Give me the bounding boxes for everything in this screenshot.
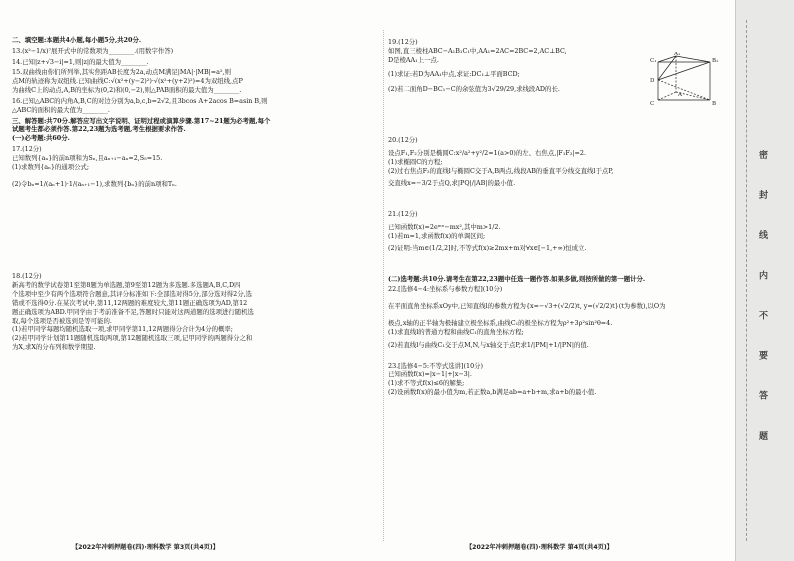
question-13: 13.(x²−1/x)⁷展开式中的常数项为________.(用数字作答) [12,46,174,55]
question-15-line: 为曲线C上的动点,A,B的坐标为(0,2)和(0,−2),则△PAB面积的最大值为________. [12,86,242,95]
question-23 [388,362,726,397]
answer-space [388,188,726,208]
question-21 [388,210,726,252]
question-23-line: 已知函数f(x)=|x−1|+|x−3|. [388,370,472,379]
section3-line: 三、解答题:共70分.解答应写出文字说明、证明过程或演算步骤.第17~21题为必考题,每个 [12,116,271,125]
prism-figure [650,52,720,114]
question-20 [388,136,726,188]
question-16 [12,97,378,115]
question-18-line: 题正确选项为ABD.甲同学由于考前准备不足,答题时只能对这两道题的选项进行随机选 [12,307,254,316]
answer-space [388,253,726,273]
label-d: D [650,78,655,84]
left-page [12,36,378,352]
question-18-line: 为X,求X的分布列和数学期望. [12,343,96,352]
section2-title: 二、填空题:本题共4小题,每小题5分,共20分. [12,36,142,44]
label-a: A [678,92,682,98]
question-17-line: 已知数列{aₙ}的前n项和为Sₙ,且aₙ₊₁−aₙ=2,S₅=15. [12,153,163,162]
question-21-line: (1)若m=1,求函数f(x)的单调区间; [388,231,486,240]
label-b1: B₁ [712,58,719,64]
question-19-line: 如图,直三棱柱ABC−A₁B₁C₁中,AA₁=2AC=2BC=2,AC⊥BC, [388,46,567,55]
label-c: C [650,101,655,107]
answer-space [12,250,378,270]
edge-top-right [676,56,710,62]
label-a1: A₁ [674,52,681,57]
required-section-title: (一)必考题:共60分. [12,134,70,143]
question-22-line: (2)若直线l与曲线C₁交于点M,N,与x轴交于点P,求1/|PM|+1/|PN|的值. [388,340,589,349]
question-21-line: (2)证明:当m∈(1/2,2]时,不等式f(x)≥2mx+m对∀x∈[−1,+∞)恒成立. [388,243,587,252]
question-22-head: 22.[选修4−4:坐标系与参数方程](10分) [388,285,503,294]
answer-space [388,350,726,360]
question-22-line: (1)求直线l的普通方程和曲线C₁的直角坐标方程; [388,327,524,336]
question-15 [12,68,378,94]
question-23-head: 23.[选修4−5:不等式选讲](10分) [388,361,484,370]
seal-strip [735,0,794,561]
question-20-line: 设点F₁,F₂分别是椭圆C:x²/a²+y²/2=1(a>0)的左、右焦点,|F₁F₂|=2. [388,148,586,157]
question-17-line: (1)求数列{aₙ}的通项公式; [12,162,90,171]
question-22-line: 在平面直角坐标系xOy中,已知直线l的参数方程为{x=−√3+(√2/2)t, y=(√2/2)t}(t为参数),以O为 [388,302,666,311]
question-17-head: 17.(12分) [12,145,42,154]
label-b: B [712,101,717,107]
question-18 [12,272,378,351]
question-15-line: 点M的轨迹称为双纽线.已知曲线C:√(x²+(y−2)²)·√(x²+(y+2)²)=4为双纽线,点P [12,77,243,86]
question-23-line: (1)求不等式f(x)≤6的解集; [388,379,465,388]
question-17 [12,145,378,188]
optional-section-title: (二)选考题:共10分.请考生在第22,23题中任选一题作答.如果多做,则按所做的第一题计分. [388,274,646,283]
footer-right: 【2022年冲刺押题卷(四)·理科数学 第4页(共4页)】 [466,544,613,551]
segment-db [658,80,710,100]
question-18-line: 个选项中至少有两个选项符合题意,其评分标准如下:全部选对得5分,部分选对得2分,选 [12,290,253,299]
seal-line [746,20,747,541]
question-18-line: (1)若甲同学每题均随机选取一项,求甲同学第11,12两题得分合计为4分的概率; [12,325,233,334]
question-19-line: (1)求证:若D为AA₁中点,求证:DC₁⊥平面BCD; [388,70,520,79]
segment-db1 [658,62,710,80]
question-16-line: △ABC的面积的最大值为________. [12,105,110,114]
question-18-line: 取,每个选项是否被选到是等可能的. [12,316,112,325]
question-19-line: D是棱AA₁上一点. [388,55,439,64]
segment-dc1 [658,56,676,80]
footer-left: 【2022年冲刺押题卷(四)·理科数学 第3页(共4页)】 [72,544,219,551]
question-22-line: 极点,x轴的正半轴为极轴建立极坐标系,曲线C₁的极坐标方程为ρ²+3ρ²sin²θ=4. [388,319,613,328]
question-23-line: (2)设函数f(x)的最小值为m,若正数a,b满足ab=a+b+m,求a+b的最小值. [388,388,597,397]
question-18-line: 错或不选得0分.在某次考试中,第11,12两题的难度较大,第11题正确选项为AD,第12 [12,298,248,307]
edge-bottom-left [658,92,676,100]
question-22 [388,285,726,349]
question-19-head: 19.(12分) [388,38,418,46]
question-16-line: 16.已知△ABC的内角A,B,C的对边分别为a,b,c,b=2√2,且3bcos A+2acos B=asin B,则 [12,96,268,105]
question-20-line: (2)过右焦点F₂的直线l与椭圆C交于A,B两点,线段AB的垂直平分线交直线l于点P, [388,166,614,175]
question-18-line: 新高考的数学试卷第1至第8题为单选题,第9至第12题为多选题.多选题A,B,C,D四 [12,281,241,290]
page-divider [383,30,384,541]
question-21-head: 21.(12分) [388,210,418,219]
question-19-line: (2)若二面角D−BC₁−C的余弦值为3√29/29,求线段AD的长. [388,85,560,94]
question-20-head: 20.(12分) [388,136,418,145]
section3-line: 试题考生都必须作答.第22,23题为选考题,考生根据要求作答. [12,125,186,134]
question-21-line: 已知函数f(x)=2eᵐˣ−mx²,其中m>1/2. [388,223,501,232]
question-17-line: (2)令bₙ=1/(aₙ+1)·1/(aₙ₊₁−1),求数列{bₙ}的前n项和Tₙ. [12,179,177,188]
answer-space [12,188,378,250]
question-20-line: 交直线x=−3/2于点Q,求|PQ|/|AB|的最小值. [388,179,516,188]
question-20-line: (1)求椭圆C的方程; [388,157,443,166]
question-14: 14.已知|z+√3−i|=1,则|z|的最大值为________. [12,57,149,66]
question-18-line: (2)若甲同学计划第11题随机选取两项,第12题随机选取三项,记甲同学的两题得分之和 [12,334,253,343]
section3-title [12,117,378,135]
question-18-head: 18.(12分) [12,272,42,281]
seal-warning-text: 密 封 线 内 不 要 答 题 [757,150,767,454]
question-15-line: 15.双曲线由你们所列举,其实焦距AB长度为2a,动点M满足|MA|·|MB|=a²,则 [12,68,231,77]
label-c1: C₁ [650,58,657,64]
